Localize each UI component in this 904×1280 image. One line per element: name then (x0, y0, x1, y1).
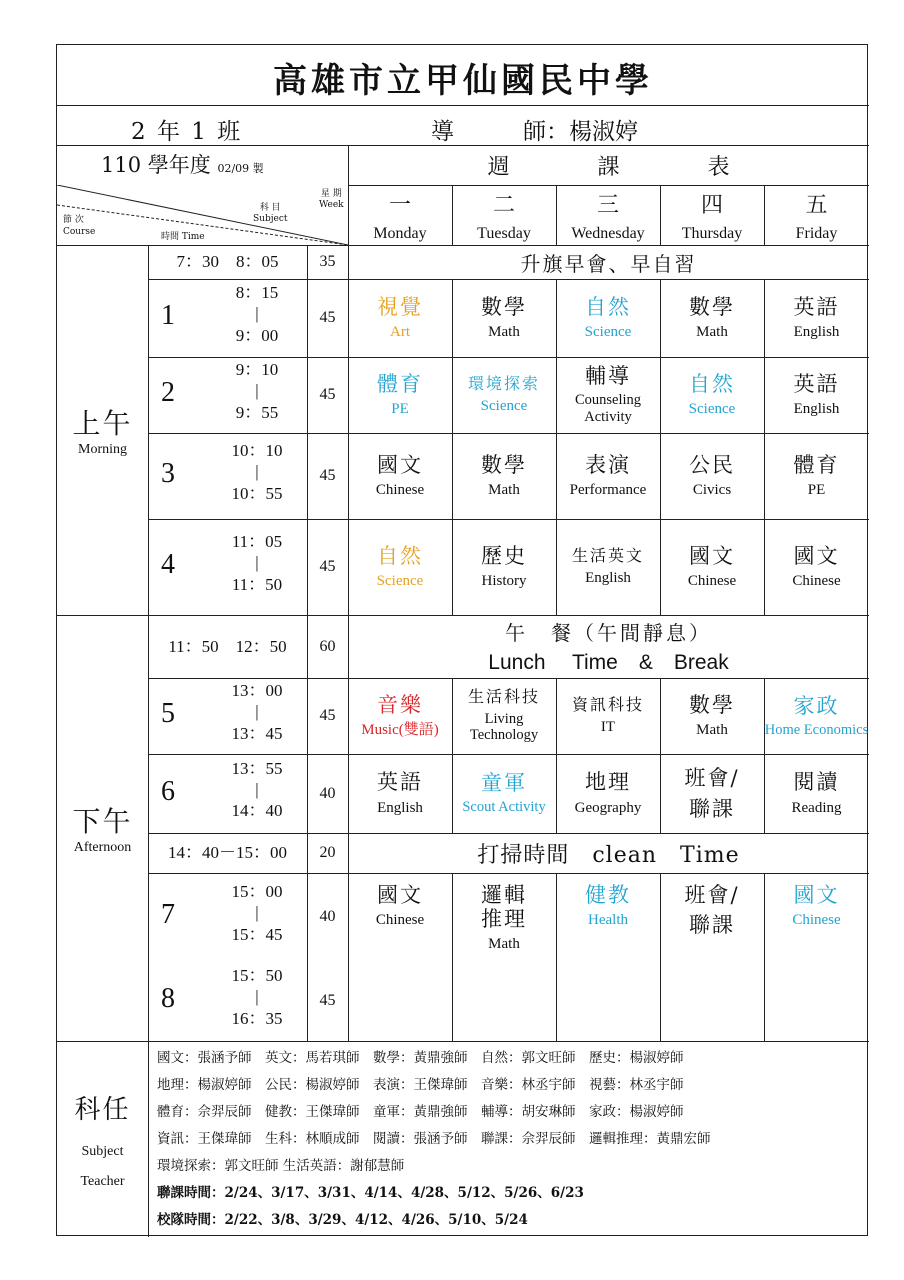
assembly-time: 7：30 8：05 (176, 252, 279, 272)
class-subject-zh: 資訊科技 (571, 694, 644, 714)
class-subject-en: Counseling Activity (574, 392, 642, 426)
class-cell (764, 433, 869, 519)
class-subject-en: Math (696, 324, 728, 341)
class-subject-en: PE (391, 401, 409, 418)
class-subject-zh: 地理 (585, 770, 631, 795)
class-cell (556, 754, 660, 833)
day-header (452, 185, 556, 245)
period-number: 3 (161, 458, 175, 489)
class-cell (452, 873, 556, 1041)
class-subject-en: History (481, 573, 527, 590)
grid-line (764, 873, 765, 1041)
period-mins: 45 (319, 386, 336, 403)
class-subject-en: Science (584, 324, 632, 341)
class-subject-en: Chinese (375, 912, 425, 929)
class-subject-zh: 公民 (689, 452, 735, 477)
class-cell (764, 519, 869, 615)
teacher-line: 聯課時間：2/24、3/17、3/31、4/14、4/28、5/12、5/26、6/23 (157, 1185, 584, 1201)
class-subject-en: Geography (574, 799, 642, 816)
homeroom-teacher: 導 師：楊淑婷 (431, 119, 638, 145)
class-subject-en: Math (488, 324, 520, 341)
period-end: 9：00 (235, 325, 279, 345)
class-cell (660, 678, 764, 754)
period-end: 14：40 (231, 801, 283, 820)
class-subject-zh: 歷史 (481, 543, 527, 568)
teacher-line: 地理：楊淑婷師 公民：楊淑婷師 表演：王傑瑋師 音樂：林丞宇師 視藝：林丞宇師 (157, 1077, 684, 1093)
grid-line (660, 185, 661, 245)
period-end: 9：55 (235, 402, 279, 422)
class-subject-zh: 閱讀 (793, 770, 840, 795)
grid-line (556, 678, 557, 833)
grid-line (660, 678, 661, 833)
period-number: 2 (161, 377, 175, 408)
class-subject-en: English (793, 401, 840, 418)
period-start: 9：10 (235, 360, 279, 379)
class-subject-en: Reading (791, 799, 842, 816)
class-subject-zh: 童軍 (481, 771, 527, 796)
period-start: 10：10 (231, 441, 283, 460)
corner-weekday-en: Week (319, 199, 344, 210)
class-subject-zh: 輔導 (585, 364, 631, 389)
period-time (217, 965, 297, 1029)
teacher-line: 國文：張涵予師 英文：馬若琪師 數學：黃鼎強師 自然：郭文旺師 歷史：楊淑婷師 (157, 1050, 684, 1066)
morning-label (57, 245, 148, 615)
period-mins: 40 (319, 908, 336, 925)
class-subject-zh: 環境探索 (467, 373, 540, 393)
class-cell (764, 678, 869, 754)
class-subject-zh: 生活科技 (467, 687, 540, 707)
class-subject-zh: 國文 (793, 543, 840, 568)
class-cell (660, 873, 764, 1041)
class-cell (764, 873, 869, 1041)
class-cell (348, 357, 452, 433)
day-zh: 二 (492, 192, 515, 218)
class-cell (348, 754, 452, 833)
day-en: Wednesday (571, 224, 645, 242)
lunch-en: Lunch Time & Break (488, 651, 729, 674)
day-en: Monday (373, 224, 427, 242)
class-cell (660, 754, 764, 833)
grid-line (452, 185, 453, 245)
class-subject-en: Performance (569, 482, 647, 499)
class-subject-en: Science (688, 401, 736, 418)
class-subject-zh: 音樂 (377, 692, 423, 717)
class-label: 2 年 1 班 (131, 119, 243, 145)
period-bar: | (255, 903, 259, 923)
class-cell (556, 519, 660, 615)
teacher-line: 校隊時間：2/22、3/8、3/29、4/12、4/26、5/10、5/24 (157, 1212, 528, 1228)
class-subject-zh: 家政 (793, 693, 840, 718)
class-cell (764, 279, 869, 357)
day-header (556, 185, 660, 245)
morning-en: Morning (78, 442, 127, 457)
period-end: 15：45 (231, 924, 283, 944)
lunch-mins: 60 (319, 637, 336, 655)
grid-line (556, 185, 557, 245)
class-subject-en: English (377, 799, 423, 816)
assembly-mins: 35 (319, 253, 336, 270)
period-number: 7 (161, 899, 175, 930)
class-cell (660, 433, 764, 519)
period-mins: 45 (319, 467, 336, 484)
school-year (101, 149, 264, 179)
period-number: 1 (161, 300, 175, 331)
day-zh: 四 (700, 192, 723, 218)
teacher-en2: Teacher (80, 1173, 125, 1189)
class-subject-en: Civics (692, 482, 732, 499)
teacher-zh: 科任 (74, 1094, 131, 1125)
period-start: 13：55 (231, 758, 283, 778)
class-subject-en: Math (696, 722, 728, 739)
class-subject-en: Chinese (687, 573, 737, 590)
grid-line (764, 279, 765, 615)
class-cell (452, 754, 556, 833)
period-start: 11：05 (231, 532, 283, 551)
class-cell (764, 357, 869, 433)
class-cell (452, 678, 556, 754)
corner-subject-en: Subject (253, 213, 288, 224)
class-subject-en: Chinese (792, 573, 841, 590)
corner-weekday-zh: 星 期 (320, 189, 342, 199)
lunch-zh: 午 餐（午間靜息） (505, 621, 712, 645)
period-bar: | (255, 779, 259, 799)
class-subject-zh-line2: 聯課 (689, 913, 735, 938)
period-number: 6 (161, 775, 175, 807)
class-subject-en: Home Economics (764, 721, 869, 738)
grid-line (660, 873, 661, 1041)
class-subject-zh: 體育 (377, 371, 423, 396)
assembly-text: 升旗早會、早自習 (520, 251, 697, 276)
class-cell (348, 519, 452, 615)
period-bar: | (255, 304, 259, 324)
class-subject-zh-line2: 聯課 (689, 796, 735, 821)
class-subject-zh: 邏輯 (481, 883, 527, 907)
timetable-sheet (56, 44, 868, 1236)
period-mins: 45 (319, 707, 336, 724)
period-end: 16：35 (231, 1008, 283, 1028)
weekly-schedule-label: 週 課 表 (487, 154, 730, 180)
school-title: 高雄市立甲仙國民中學 (273, 60, 653, 101)
class-cell (556, 873, 660, 1041)
teacher-line: 環境探索：郭文旺師 生活英語：謝郁慧師 (157, 1158, 405, 1174)
period-time (217, 440, 297, 504)
period-bar: | (255, 553, 259, 573)
class-cell (348, 279, 452, 357)
grid-line (452, 678, 453, 833)
teacher-line: 體育：佘羿辰師 健教：王傑瑋師 童軍：黃鼎強師 輔導：胡安琳師 家政：楊淑婷師 (157, 1104, 684, 1120)
class-cell (348, 433, 452, 519)
class-subject-en: PE (807, 482, 826, 499)
afternoon-label (57, 615, 148, 1041)
class-subject-zh: 英語 (793, 371, 840, 396)
period-number: 5 (161, 698, 175, 729)
class-subject-zh: 數學 (689, 294, 735, 319)
lunch-time: 11：50 12：50 (168, 636, 287, 656)
class-subject-zh: 生活英文 (571, 545, 644, 565)
class-cell (660, 357, 764, 433)
class-cell (764, 754, 869, 833)
period-time (217, 282, 297, 346)
period-bar: | (255, 987, 259, 1007)
period-mins: 45 (319, 992, 336, 1009)
day-zh: 三 (596, 192, 619, 218)
class-subject-en: English (793, 324, 840, 341)
class-subject-zh: 自然 (585, 294, 631, 319)
class-cell (556, 433, 660, 519)
class-subject-en: Health (588, 912, 628, 929)
class-subject-en: Scout Activity (462, 799, 546, 816)
class-cell (348, 678, 452, 754)
period-end: 11：50 (231, 574, 283, 594)
class-cell (452, 519, 556, 615)
day-zh: 一 (388, 192, 411, 218)
period-bar: | (255, 381, 259, 401)
clean-text: 打掃時間 clean Time (477, 842, 740, 868)
class-subject-en: Living Technology (469, 710, 539, 744)
grid-line (764, 185, 765, 245)
class-subject-zh: 國文 (689, 543, 735, 568)
period-time (217, 680, 297, 744)
class-subject-en: Math (488, 482, 520, 499)
day-header (348, 185, 452, 245)
class-subject-en: English (585, 570, 631, 587)
day-en: Tuesday (477, 224, 531, 242)
teacher-section-label (57, 1041, 148, 1237)
period-mins: 40 (319, 784, 336, 802)
class-subject-en: Chinese (792, 912, 841, 929)
class-cell (556, 678, 660, 754)
class-subject-en: IT (600, 719, 616, 736)
period-bar: | (255, 462, 259, 482)
class-subject-zh: 數學 (481, 294, 527, 319)
clean-mins: 20 (319, 844, 336, 861)
day-header (764, 185, 869, 245)
period-mins: 45 (319, 309, 336, 326)
period-start: 15：50 (231, 966, 283, 985)
class-subject-zh: 自然 (377, 543, 423, 568)
period-mins: 45 (319, 558, 336, 575)
class-subject-zh: 國文 (377, 452, 423, 477)
afternoon-zh: 下午 (72, 805, 133, 838)
period-time (217, 758, 297, 822)
corner-time-label: 時間 Time (161, 232, 205, 242)
class-cell (660, 279, 764, 357)
school-year-date: 02/09 製 (217, 162, 264, 175)
class-subject-zh: 自然 (689, 371, 735, 396)
class-subject-zh: 體育 (793, 452, 840, 477)
grid-line (556, 873, 557, 1041)
day-zh: 五 (805, 192, 828, 218)
class-subject-en: Chinese (375, 482, 425, 499)
class-subject-zh: 國文 (793, 883, 840, 907)
period-time (217, 359, 297, 423)
period-time (217, 881, 297, 945)
afternoon-en: Afternoon (73, 840, 132, 855)
class-subject-en: Science (376, 573, 424, 590)
period-start: 15：00 (231, 882, 283, 901)
period-end: 13：45 (231, 723, 283, 743)
class-subject-zh: 數學 (481, 452, 527, 477)
grid-line (764, 678, 765, 833)
class-cell (556, 357, 660, 433)
period-time (217, 531, 297, 595)
class-subject-zh: 班會/ (684, 766, 740, 791)
class-subject-zh: 國文 (377, 883, 423, 907)
class-subject-en: Music(雙語) (361, 722, 439, 739)
clean-time: 14：40－15：00 (168, 843, 287, 863)
day-header (660, 185, 764, 245)
class-subject-en: Science (480, 398, 528, 415)
class-cell (348, 873, 452, 1041)
class-cell (660, 519, 764, 615)
class-subject-zh: 英語 (793, 294, 840, 319)
teacher-line: 資訊：王傑瑋師 生科：林順成師 閱讀：張涵予師 聯課：佘羿辰師 邏輯推理：黃鼎宏師 (157, 1131, 711, 1147)
period-number: 4 (161, 549, 175, 580)
grid-line (452, 279, 453, 615)
lunch-text (348, 615, 869, 678)
school-year-label: 110 學年度 (101, 153, 211, 177)
class-subject-zh: 健教 (585, 883, 631, 907)
class-subject-zh: 數學 (689, 692, 735, 717)
period-start: 13：00 (231, 681, 283, 700)
class-subject-zh-line2: 推理 (481, 907, 527, 932)
class-cell (556, 279, 660, 357)
grid-line (452, 873, 453, 1041)
period-number: 8 (161, 983, 175, 1014)
class-cell (452, 357, 556, 433)
day-en: Thursday (681, 224, 743, 242)
day-en: Friday (795, 224, 838, 242)
class-subject-en: Math (488, 936, 520, 953)
class-cell (452, 279, 556, 357)
class-subject-zh: 表演 (585, 452, 631, 477)
corner-subject-zh: 科 目 (259, 203, 281, 213)
class-subject-zh: 視覺 (377, 294, 423, 319)
corner-course-en: Course (63, 226, 96, 237)
morning-zh: 上午 (72, 407, 133, 440)
grid-line (556, 279, 557, 615)
period-bar: | (255, 702, 259, 722)
period-start: 8：15 (235, 283, 279, 302)
period-end: 10：55 (231, 483, 283, 503)
class-subject-zh: 班會/ (684, 883, 740, 907)
class-subject-zh: 英語 (377, 770, 423, 795)
class-subject-en: Art (390, 324, 410, 341)
teacher-en1: Subject (81, 1143, 124, 1159)
grid-line (660, 279, 661, 615)
corner-course-zh: 節 次 (63, 215, 84, 225)
class-cell (452, 433, 556, 519)
